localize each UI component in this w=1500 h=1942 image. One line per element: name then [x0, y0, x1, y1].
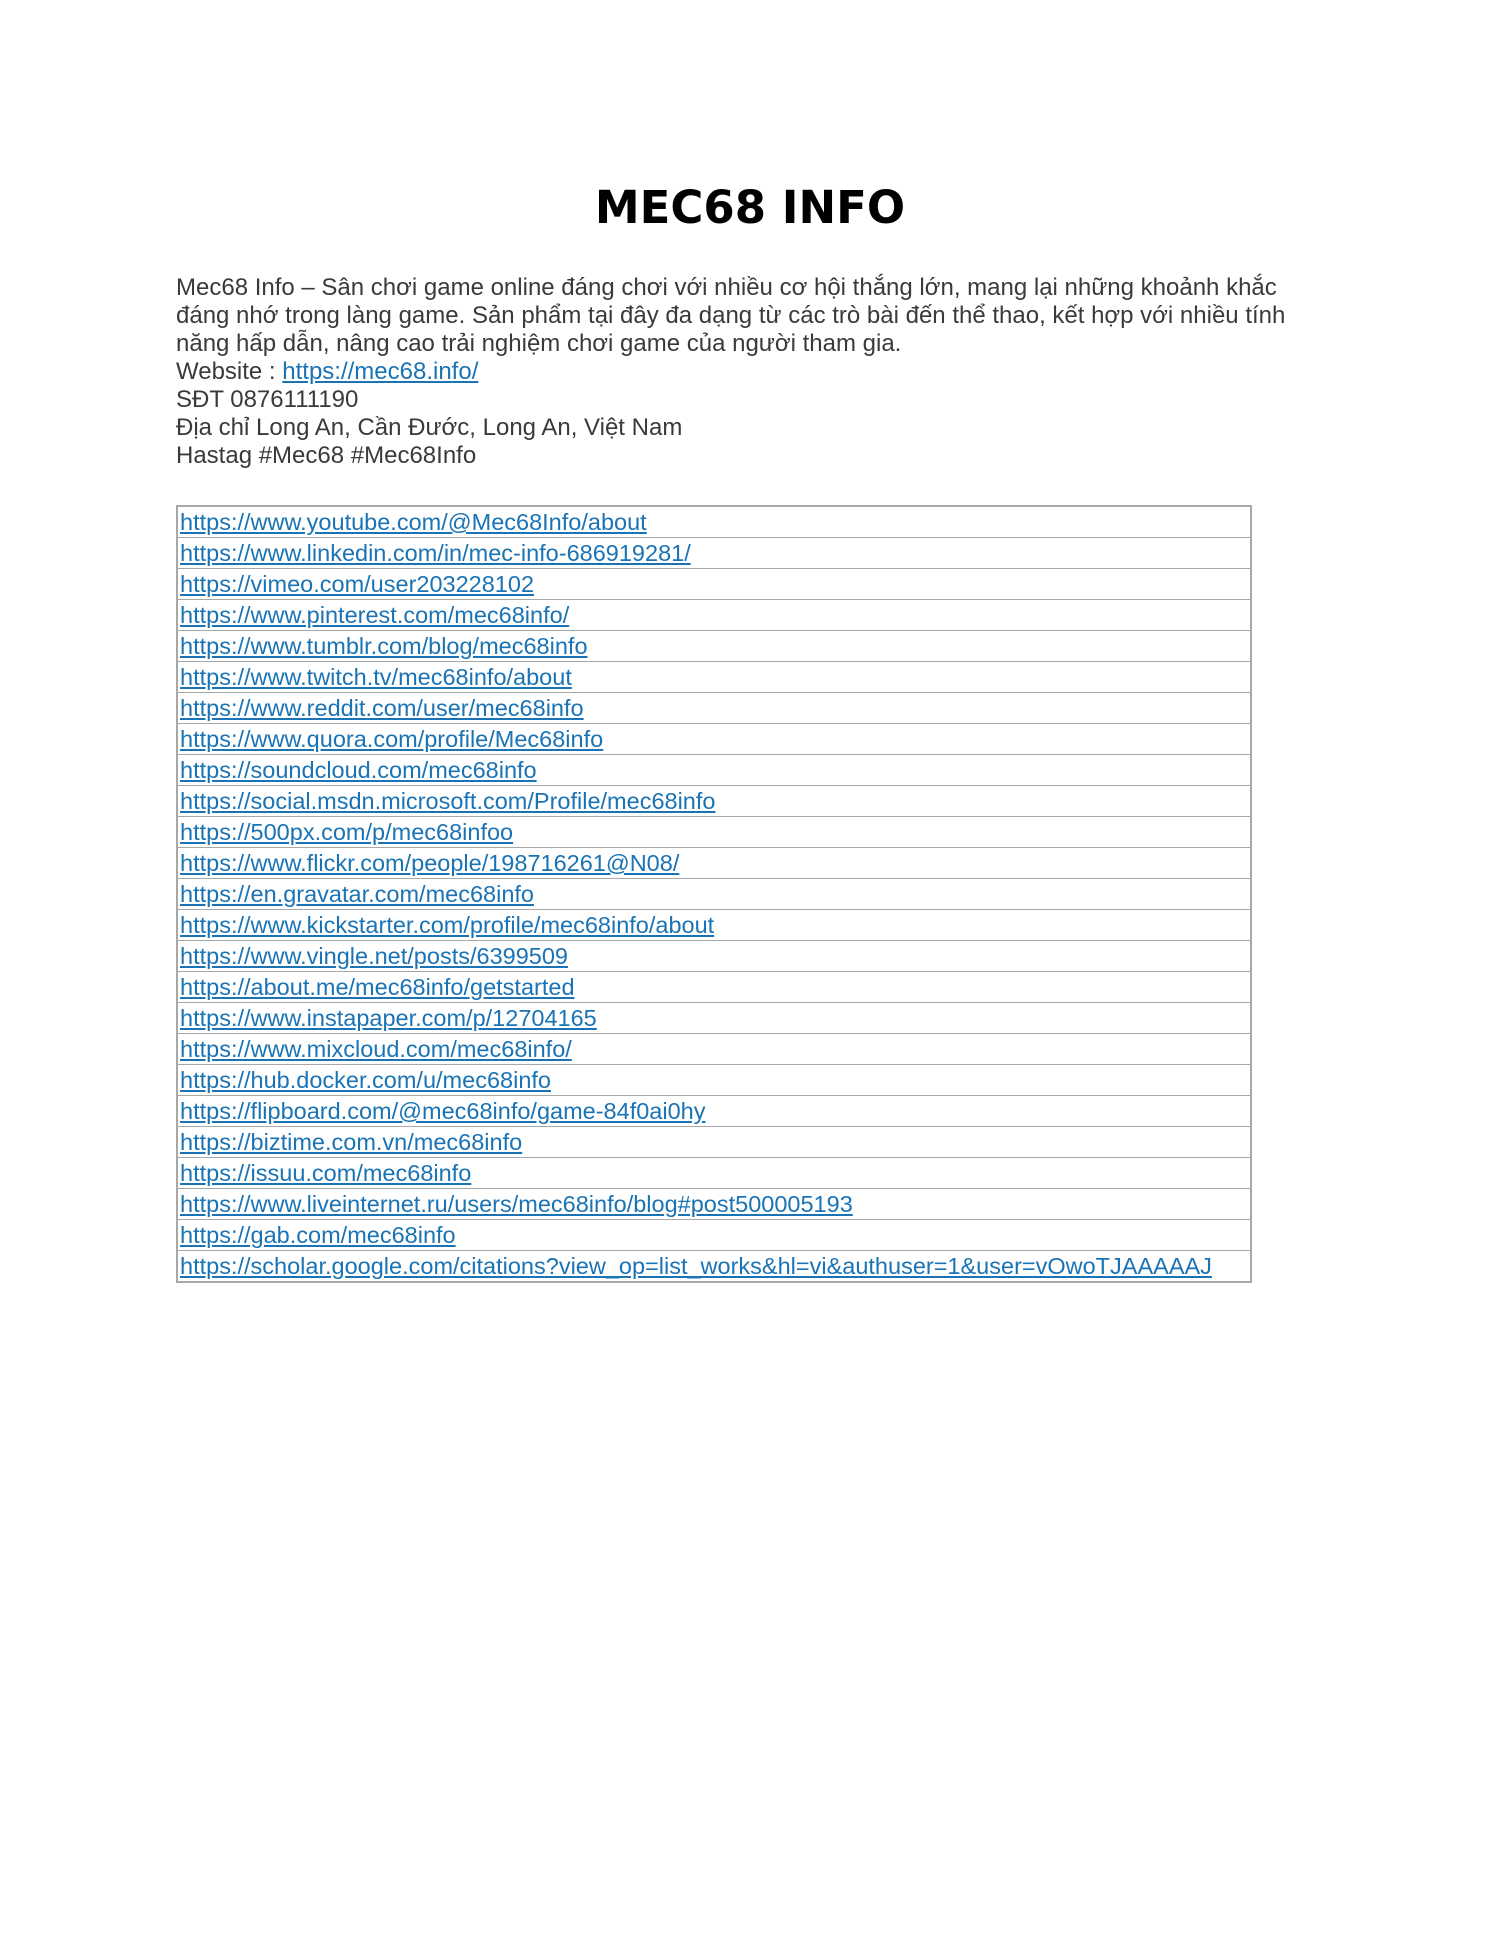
social-link[interactable]: https://www.liveinternet.ru/users/mec68info/blog#post500005193 [180, 1191, 853, 1217]
social-link[interactable]: https://biztime.com.vn/mec68info [180, 1129, 523, 1155]
table-cell [177, 1127, 1251, 1158]
table-row [177, 1034, 1251, 1065]
page-title: MEC68 INFO [594, 181, 906, 234]
website-link[interactable]: https://mec68.info/ [282, 358, 479, 385]
social-link[interactable]: https://soundcloud.com/mec68info [180, 757, 537, 783]
table-cell [177, 879, 1251, 910]
table-row [177, 600, 1251, 631]
table-cell [177, 1096, 1251, 1127]
social-link[interactable]: https://issuu.com/mec68info [180, 1160, 472, 1186]
table-cell [177, 1220, 1251, 1251]
table-row [177, 538, 1251, 569]
social-link[interactable]: https://www.kickstarter.com/profile/mec68info/about [180, 912, 715, 938]
table-row [177, 1251, 1251, 1283]
table-row [177, 569, 1251, 600]
table-cell [177, 755, 1251, 786]
social-link[interactable]: https://www.flickr.com/people/198716261@N08/ [180, 850, 680, 876]
social-link[interactable]: https://social.msdn.microsoft.com/Profile/mec68info [180, 788, 716, 814]
social-link[interactable]: https://www.pinterest.com/mec68info/ [180, 602, 570, 628]
table-cell [177, 538, 1251, 569]
table-row [177, 1189, 1251, 1220]
table-row [177, 662, 1251, 693]
social-link[interactable]: https://www.quora.com/profile/Mec68info [180, 726, 604, 752]
social-link[interactable]: https://www.instapaper.com/p/12704165 [180, 1005, 597, 1031]
description-text: Mec68 Info – Sân chơi game online đáng chơi với nhiều cơ hội thắng lớn, mang lại những khoảnh khắc đáng nhớ trong làng game. Sản phẩm tại đây đa dạng từ các trò bài đến thể thao, kết hợp với nhiều tính năng hấp dẫn, nâng cao trải nghiệm chơi game của người tham gia. [176, 274, 1286, 357]
table-row [177, 1003, 1251, 1034]
social-link[interactable]: https://www.mixcloud.com/mec68info/ [180, 1036, 572, 1062]
table-row [177, 1220, 1251, 1251]
table-row [177, 941, 1251, 972]
social-link[interactable]: https://hub.docker.com/u/mec68info [180, 1067, 551, 1093]
table-row [177, 817, 1251, 848]
social-link[interactable]: https://flipboard.com/@mec68info/game-84f0ai0hy [180, 1098, 706, 1124]
table-cell [177, 693, 1251, 724]
table-row [177, 506, 1251, 538]
table-cell [177, 1034, 1251, 1065]
social-link[interactable]: https://en.gravatar.com/mec68info [180, 881, 534, 907]
social-link[interactable]: https://www.reddit.com/user/mec68info [180, 695, 584, 721]
table-cell [177, 1158, 1251, 1189]
table-cell [177, 600, 1251, 631]
table-row [177, 1158, 1251, 1189]
website-label: Website : [176, 358, 283, 385]
social-link[interactable]: https://www.vingle.net/posts/6399509 [180, 943, 568, 969]
table-row [177, 724, 1251, 755]
social-link[interactable]: https://www.tumblr.com/blog/mec68info [180, 633, 588, 659]
table-row [177, 972, 1251, 1003]
table-cell [177, 848, 1251, 879]
table-cell [177, 972, 1251, 1003]
table-cell [177, 1189, 1251, 1220]
table-cell [177, 786, 1251, 817]
hashtag-text: Hastag #Mec68 #Mec68Info [176, 442, 477, 469]
table-row [177, 1065, 1251, 1096]
table-row [177, 1096, 1251, 1127]
table-cell [177, 941, 1251, 972]
social-link[interactable]: https://500px.com/p/mec68infoo [180, 819, 514, 845]
table-cell [177, 569, 1251, 600]
table-row [177, 631, 1251, 662]
website-line [176, 358, 1326, 386]
address-text: Địa chỉ Long An, Cần Đước, Long An, Việt Nam [176, 414, 683, 441]
table-cell [177, 817, 1251, 848]
social-link[interactable]: https://www.twitch.tv/mec68info/about [180, 664, 572, 690]
table-cell [177, 724, 1251, 755]
table-row [177, 786, 1251, 817]
table-cell [177, 1251, 1251, 1283]
social-link[interactable]: https://scholar.google.com/citations?view_op=list_works&hl=vi&authuser=1&user=vOwoTJAAAAAJ [180, 1253, 1212, 1279]
phone-text: SĐT 0876111190 [176, 386, 359, 413]
social-link[interactable]: https://about.me/mec68info/getstarted [180, 974, 575, 1000]
table-cell [177, 631, 1251, 662]
table-row [177, 848, 1251, 879]
social-link[interactable]: https://www.youtube.com/@Mec68Info/about [180, 509, 647, 535]
table-cell [177, 662, 1251, 693]
social-link[interactable]: https://vimeo.com/user203228102 [180, 571, 535, 597]
table-row [177, 910, 1251, 941]
table-row [177, 755, 1251, 786]
table-row [177, 879, 1251, 910]
social-link[interactable]: https://www.linkedin.com/in/mec-info-686919281/ [180, 540, 691, 566]
table-cell [177, 1003, 1251, 1034]
table-cell [177, 1065, 1251, 1096]
table-cell [177, 910, 1251, 941]
table-row [177, 1127, 1251, 1158]
links-table [176, 505, 1252, 1283]
intro-block [176, 274, 1326, 470]
social-link[interactable]: https://gab.com/mec68info [180, 1222, 456, 1248]
table-row [177, 693, 1251, 724]
table-cell [177, 506, 1251, 538]
